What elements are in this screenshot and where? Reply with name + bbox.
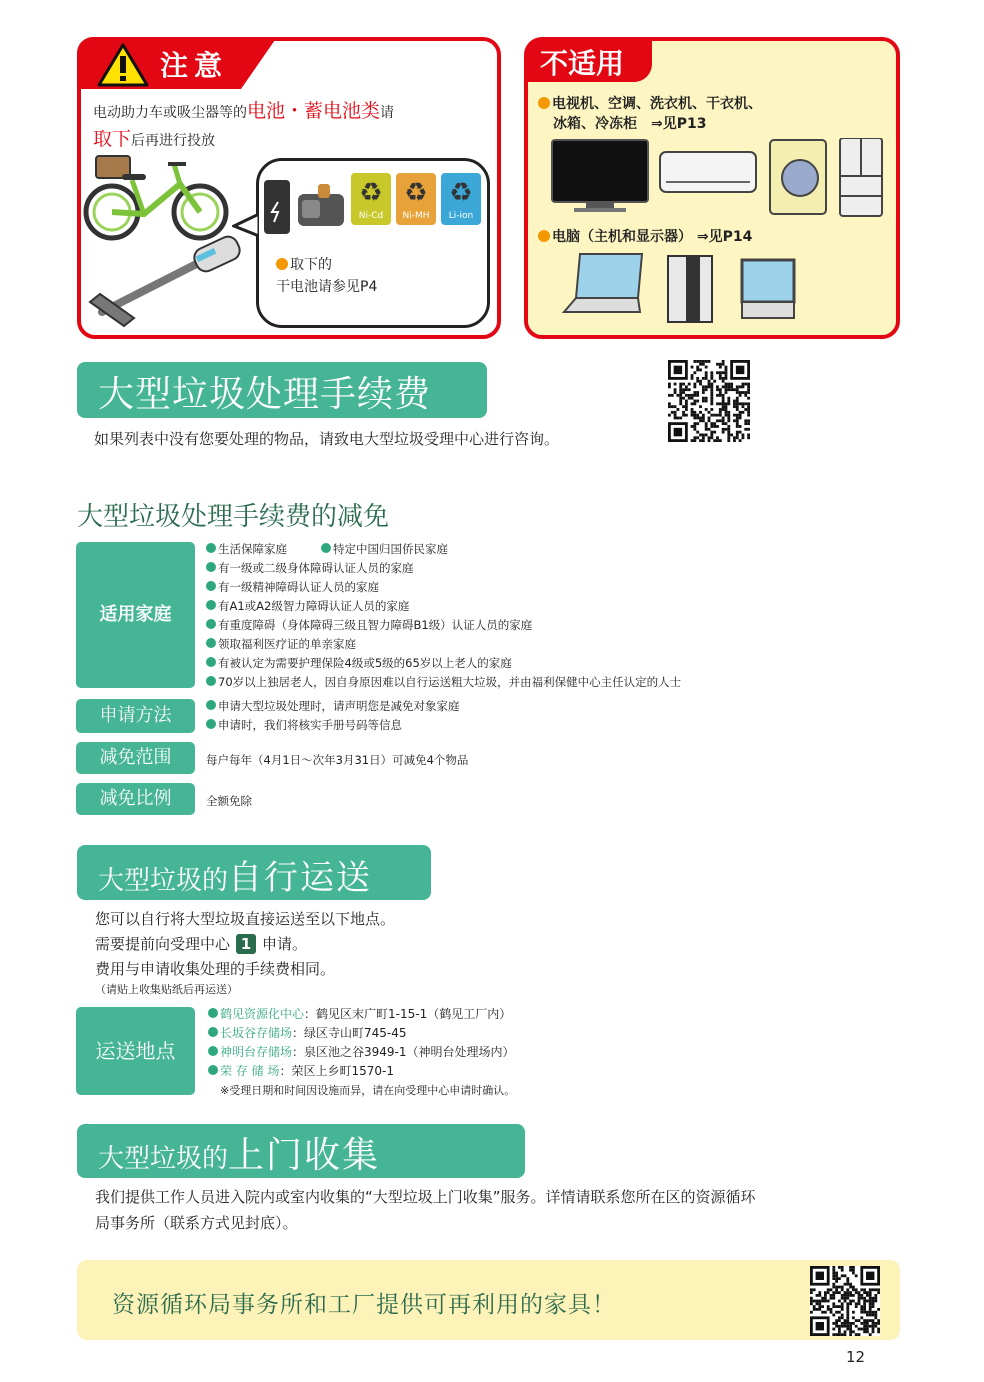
label-application-method: 申请方法 — [76, 699, 195, 733]
bullet-icon — [206, 600, 216, 610]
reception-center-badge: 1 — [236, 934, 256, 954]
recycle-mark-liion: ♻ Li-ion — [441, 173, 481, 225]
bullet-icon — [321, 543, 331, 553]
bullet-icon — [206, 676, 216, 686]
svg-text:♻: ♻ — [404, 178, 428, 208]
bullet-icon — [206, 619, 216, 629]
svg-text:♻: ♻ — [449, 178, 473, 208]
bullet-icon — [208, 1027, 218, 1037]
qr-code-fee[interactable] — [668, 360, 750, 442]
not-applicable-title: 不适用 — [540, 47, 625, 80]
reduction-scope-text: 每户每年（4月1日～次年3月31日）可减免4个物品 — [206, 753, 469, 767]
bullet-icon — [276, 258, 288, 270]
caution-title: 注意 — [160, 49, 229, 82]
bullet-icon — [206, 657, 216, 667]
delivery-locations-list: 鹤见资源化中心：鹤见区末广町1-15-1（鹤见工厂内） 长坂谷存储场：绿区寺山町745-45 神明台存储场：泉区池之谷3949-1（神明台处理场内） 荣 存 储 场：荣区上乡町1570-1 ※受理日期和时间因设施而异，请在向受理中心申请时确认。 — [208, 1005, 515, 1100]
bullet-icon — [206, 543, 216, 553]
warning-icon — [97, 42, 149, 88]
label-reduction-scope: 减免范围 — [76, 742, 195, 774]
qr-code-furniture[interactable] — [810, 1266, 880, 1336]
reduction-title: 大型垃圾处理手续费的减免 — [77, 502, 390, 532]
pickup-description: 我们提供工作人员进入院内或室内收集的“大型垃圾上门收集”服务。详情请联系您所在区的资源循环 局事务所（联系方式见封底）。 — [95, 1188, 756, 1232]
label-reduction-rate: 减免比例 — [76, 783, 195, 815]
pickup-title: 大型垃圾的上门收集 — [98, 1135, 381, 1176]
application-method-list: 申请大型垃圾处理时，请声明您是减免对象家庭 申请时，我们将核实手册号码等信息 — [206, 697, 460, 735]
appliances-illustration — [548, 138, 888, 218]
battery-note: 取下的 干电池请参见P4 — [276, 257, 378, 295]
eligible-households-list: 生活保障家庭 特定中国归国侨民家庭 有一级或二级身体障碍认证人员的家庭 有一级精神障碍认证人员的家庭 有A1或A2级智力障碍认证人员的家庭 有重度障碍（身体障碍三级且智力障碍B1级）认证人员的家庭 领取福利医疗证的单亲家庭 有被认定为需要护理保险4级或5级的65岁以上老人的家庭 70岁以上独居老人，因自身原因难以自行运送粗大垃圾，并由福利保健中心主任认定的人士 — [206, 540, 681, 692]
bullet-icon — [206, 562, 216, 572]
battery-pack-icon — [262, 176, 350, 238]
bullet-icon — [206, 581, 216, 591]
label-eligible-households: 适用家庭 — [76, 542, 195, 688]
reusable-furniture-text: 资源循环局事务所和工厂提供可再利用的家具！ — [112, 1292, 616, 1318]
page-number: 12 — [846, 1348, 866, 1366]
fee-description: 如果列表中没有您要处理的物品，请致电大型垃圾受理中心进行咨询。 — [94, 430, 560, 448]
recycle-mark-nicd: ♻ Ni-Cd — [351, 173, 391, 225]
self-delivery-title: 大型垃圾的自行运送 — [98, 858, 373, 898]
bullet-icon — [538, 230, 550, 242]
bicycle-icon — [82, 150, 232, 242]
recycle-mark-nimh: ♻ Ni-MH — [396, 173, 436, 225]
reduction-rate-text: 全额免除 — [206, 794, 252, 808]
svg-text:♻: ♻ — [359, 178, 383, 208]
bullet-icon — [538, 97, 550, 109]
bullet-icon — [206, 719, 216, 729]
computers-illustration — [560, 250, 800, 324]
bullet-icon — [208, 1046, 218, 1056]
bullet-icon — [206, 700, 216, 710]
caution-line2: 取下后再进行投放 — [93, 128, 216, 150]
computer-item: 电脑（主机和显示器） ⇒见P14 — [538, 226, 752, 246]
bullet-icon — [206, 638, 216, 648]
bubble-pointer — [232, 210, 262, 240]
bullet-icon — [208, 1065, 218, 1075]
caution-line1: 电动助力车或吸尘器等的电池・蓄电池类请 — [93, 100, 395, 122]
bullet-icon — [208, 1008, 218, 1018]
appliance-item: 电视机、空调、洗衣机、干衣机、 冰箱、冷冻柜 ⇒见P13 — [538, 94, 762, 134]
label-delivery-locations: 运送地点 — [76, 1007, 195, 1095]
fee-title: 大型垃圾处理手续费 — [98, 374, 432, 415]
self-delivery-description: 您可以自行将大型垃圾直接运送至以下地点。 需要提前向受理中心 1 申请。 费用与申请收集处理的手续费相同。 （请贴上收集贴纸后再运送） — [95, 910, 396, 996]
vacuum-cleaner-icon — [88, 232, 248, 332]
